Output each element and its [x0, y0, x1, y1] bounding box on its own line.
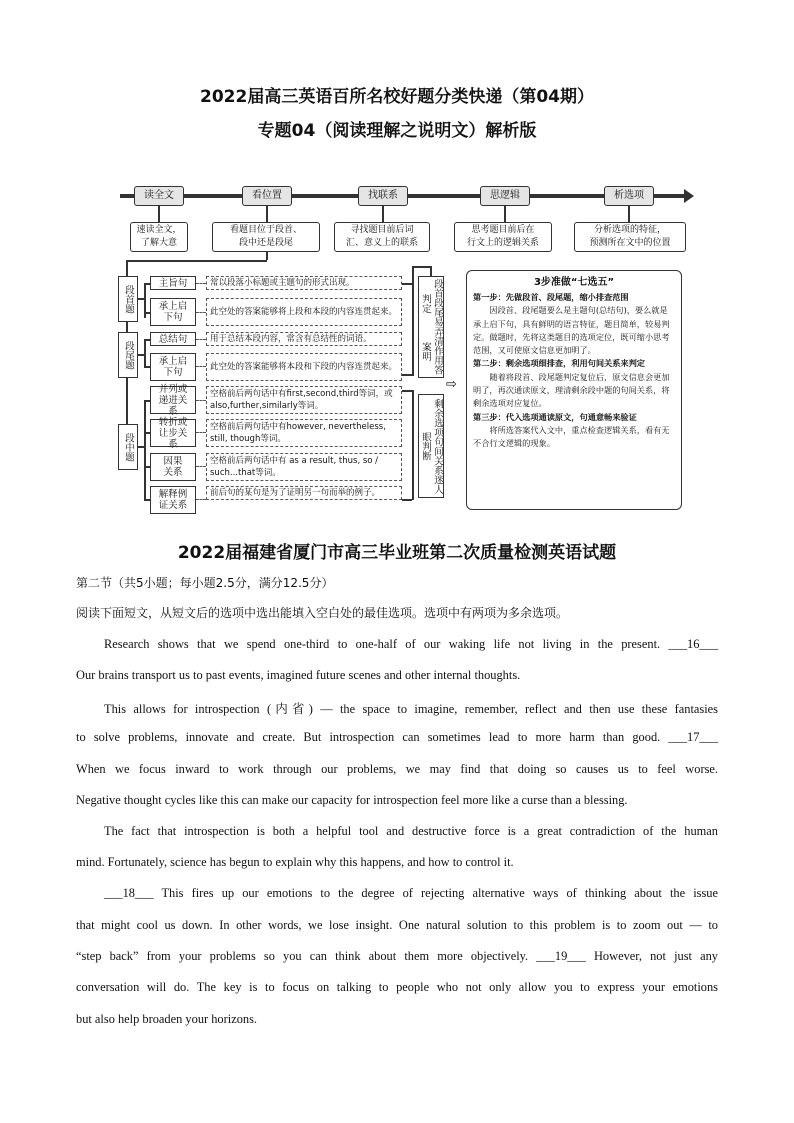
step-5: 析选项 — [604, 186, 654, 206]
step-desc-1: 速读全文， 了解大意 — [130, 222, 188, 252]
type-parallel: 并列或递进关系 — [150, 386, 196, 414]
passage-line-10: that might cool us down. In other words, we lose insight. One natural solution to this problem is to zoom out — to — [76, 918, 718, 932]
type-transition-sentence-2: 承上启下句 — [150, 353, 196, 381]
passage-line-13: but also help broaden your horizons. — [76, 1012, 258, 1026]
desc-transition-1: 此空处的答案能够将上段和本段的内容连贯起来。 — [206, 298, 402, 326]
side-note-middle: 剩余选项句间关系迷人眼判断 — [418, 394, 444, 498]
timeline-arrowhead — [684, 189, 694, 203]
desc-topic-sentence: 常以段落小标题或主题句的形式出现。 — [206, 276, 402, 290]
desc-summary: 用于总结本段内容，常含有总结性的词语。 — [206, 332, 402, 346]
seven-choose-five-diagram — [96, 180, 696, 520]
step-2: 看位置 — [242, 186, 292, 206]
type-topic-sentence: 主旨句 — [150, 276, 196, 290]
passage-line-4: to solve problems, innovate and create. But introspection can sometimes lead to more harm than good. ___17___ — [76, 730, 718, 744]
type-summary-sentence: 总结句 — [150, 332, 196, 346]
step2-body: 随着将段首、段尾题判定复位后，原文信息会更加明了，再次通读原文，理清剩余段中题的句间关系，将剩余选项对应复位。 — [473, 371, 670, 409]
step1-heading: 第一步：先做段首、段尾题，缩小排查范围 — [473, 292, 629, 302]
passage-line-11: “step back” from your problems so you can think about them more objectively. ___19___ However, not just any — [76, 949, 718, 963]
step-desc-3: 寻找题目前后词 汇、意义上的联系 — [334, 222, 430, 252]
passage-line-2: Our brains transport us to past events, imagined future scenes and other internal thoughts. — [76, 668, 521, 682]
desc-example: 前后句的某句是为了证明另一句而举的例子。 — [206, 486, 402, 500]
type-example: 解释例证关系 — [150, 486, 196, 514]
step1-body: 因段首、段尾题要么是主题句(总结句)，要么就是承上启下句，具有鲜明的语言特征，题目简单，较易判定。做题时，先将这类题目的选项定位，既可缩小思考范围，又可使原文信息更加明了。 — [473, 305, 670, 356]
step3-body: 将所选答案代入文中，重点检查逻辑关系，看有无不合行文逻辑的现象。 — [473, 424, 670, 449]
passage-line-6: Negative thought cycles like this can make our capacity for introspection feel more like a curse than a blessing. — [76, 793, 628, 807]
step-desc-4: 思考题目前后在 行文上的逻辑关系 — [454, 222, 552, 252]
desc-contrast: 空格前后两句话中有however, nevertheless, still, though等词。 — [206, 419, 402, 447]
arrow-icon: ⇨ — [446, 377, 457, 392]
passage-line-1: Research shows that we spend one-third to one-half of our waking life not living in the present. ___16___ — [104, 637, 718, 651]
step3-heading: 第三步：代入选项通读原文，句通意畅来验证 — [473, 411, 637, 422]
position-middle: 段中题 — [118, 424, 138, 470]
instruction: 阅读下面短文，从短文后的选项中选出能填入空白处的最佳选项。选项中有两项为多余选项。 — [76, 606, 569, 620]
type-cause-effect: 因果关系 — [150, 453, 196, 481]
passage-line-3: This allows for introspection (内省) — the space to imagine, remember, reflect and then use these fantasies — [104, 702, 718, 716]
step-3: 找联系 — [358, 186, 408, 206]
three-steps-title: 3步准做“七选五” — [533, 277, 615, 288]
desc-cause-effect: 空格前后两句话中有 as a result, thus, so / such...that等词。 — [206, 453, 402, 481]
doc-title: 2022届高三英语百所名校好题分类快递（第04期） — [200, 87, 594, 107]
desc-transition-2: 此空处的答案能够将本段和下段的内容连贯起来。 — [206, 353, 402, 381]
type-contrast: 转折或让步关系 — [150, 419, 196, 447]
three-steps-box — [466, 270, 682, 510]
step-1: 读全文 — [134, 186, 184, 206]
exam-title: 2022届福建省厦门市高三毕业班第二次质量检测英语试题 — [177, 543, 617, 563]
step2-heading: 第二步：剩余选项细排查，利用句间关系来判定 — [473, 358, 645, 369]
section-heading: 第二节（共5小题；每小题2.5分，满分12.5分） — [76, 576, 334, 590]
passage-line-8: mind. Fortunately, science has begun to explain why this happens, and how to control it. — [76, 855, 514, 869]
step-desc-2: 看题目位于段首、 段中还是段尾 — [212, 222, 320, 252]
position-first: 段首题 — [118, 276, 138, 322]
doc-subtitle: 专题04（阅读理解之说明文）解析版 — [257, 121, 537, 141]
step-4: 思逻辑 — [480, 186, 530, 206]
passage-line-7: The fact that introspection is both a helpful tool and destructive force is a great contradiction of the human — [104, 824, 718, 838]
step-desc-5: 分析选项的特征， 预测所在文中的位置 — [574, 222, 686, 252]
desc-parallel: 空格前后两句话中有first,second,third等词，或also,further,similarly等词。 — [206, 386, 402, 414]
passage-line-5: When we focus inward to work through our problems, we may find that doing so causes us to feel worse. — [76, 762, 718, 776]
position-last: 段尾题 — [118, 332, 138, 378]
type-transition-sentence-1: 承上启下句 — [150, 298, 196, 326]
passage-line-9: ___18___ This fires up our emotions to the degree of rejecting alternative ways of thinking about the issue — [104, 886, 718, 900]
side-note-first-last: 段首段尾易判定 弄清作用答案明 — [418, 276, 444, 378]
passage-line-12: conversation will do. The key is to focus on talking to people who not only allow you to express your emotions — [76, 980, 718, 994]
